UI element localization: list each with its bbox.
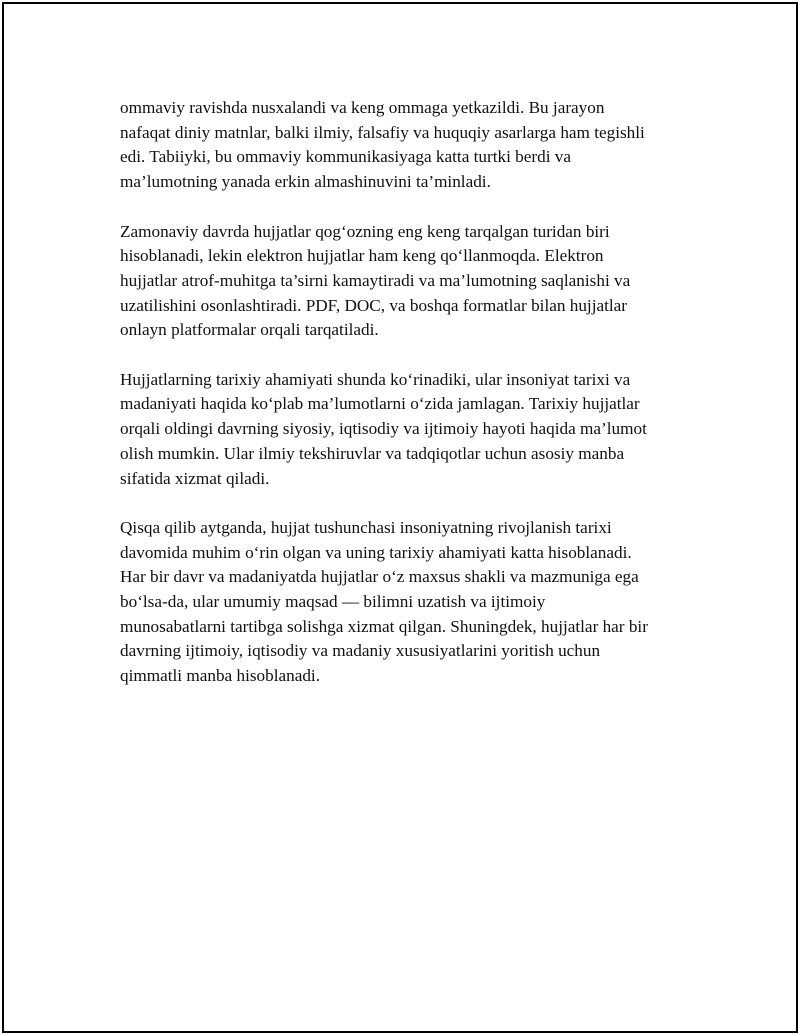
text-line: sifatida xizmat qiladi. — [120, 468, 270, 488]
paragraph — [120, 368, 710, 492]
text-line: davomida muhim o‘rin olgan va uning tarixiy ahamiyati katta hisoblanadi. — [120, 542, 632, 562]
paragraph — [120, 220, 710, 344]
text-line: qimmatli manba hisoblanadi. — [120, 666, 321, 686]
text-line: ommaviy ravishda nusxalandi va keng ommaga yetkazildi. Bu jarayon — [120, 98, 605, 117]
text-line: nafaqat diniy matnlar, balki ilmiy, falsafiy va huquqiy asarlarga ham tegishli — [120, 122, 645, 142]
text-line: hujjatlar atrof-muhitga ta’sirni kamaytiradi va ma’lumotning saqlanishi va — [120, 270, 631, 290]
text-line: olish mumkin. Ular ilmiy tekshiruvlar va tadqiqotlar uchun asosiy manba — [120, 443, 625, 463]
text-line: ma’lumotning yanada erkin almashinuvini ta’minladi. — [120, 172, 491, 192]
text-line: Zamonaviy davrda hujjatlar qog‘ozning eng keng tarqalgan turidan biri — [120, 221, 610, 241]
text-line: hisoblanadi, lekin elektron hujjatlar ham keng qo‘llanmoqda. Elektron — [120, 246, 604, 266]
text-line: bo‘lsa-da, ular umumiy maqsad — bilimni uzatish va ijtimoiy — [120, 592, 546, 612]
text-line: munosabatlarni tartibga solishga xizmat qilgan. Shuningdek, hujjatlar har bir — [120, 616, 648, 636]
document-page — [2, 2, 798, 1033]
text-line: uzatilishini osonlashtiradi. PDF, DOC, va boshqa formatlar bilan hujjatlar — [120, 295, 628, 315]
text-line: davrning ijtimoiy, iqtisodiy va madaniy xususiyatlarini yoritish uchun — [120, 641, 601, 661]
document-body — [120, 96, 710, 714]
text-line: madaniyati haqida ko‘plab ma’lumotlarni o‘zida jamlagan. Tarixiy hujjatlar — [120, 394, 640, 414]
paragraph — [120, 96, 710, 195]
text-line: Har bir davr va madaniyatda hujjatlar o‘z maxsus shakli va mazmuniga ega — [120, 567, 639, 587]
text-line: Hujjatlarning tarixiy ahamiyati shunda ko‘rinadiki, ular insoniyat tarixi va — [120, 369, 631, 389]
text-line: orqali oldingi davrning siyosiy, iqtisodiy va ijtimoiy hayoti haqida ma’lumot — [120, 419, 647, 439]
text-line: onlayn platformalar orqali tarqatiladi. — [120, 320, 379, 340]
paragraph — [120, 516, 710, 689]
text-line: Qisqa qilib aytganda, hujjat tushunchasi insoniyatning rivojlanish tarixi — [120, 517, 612, 537]
text-line: edi. Tabiiyki, bu ommaviy kommunikasiyaga katta turtki berdi va — [120, 147, 571, 167]
